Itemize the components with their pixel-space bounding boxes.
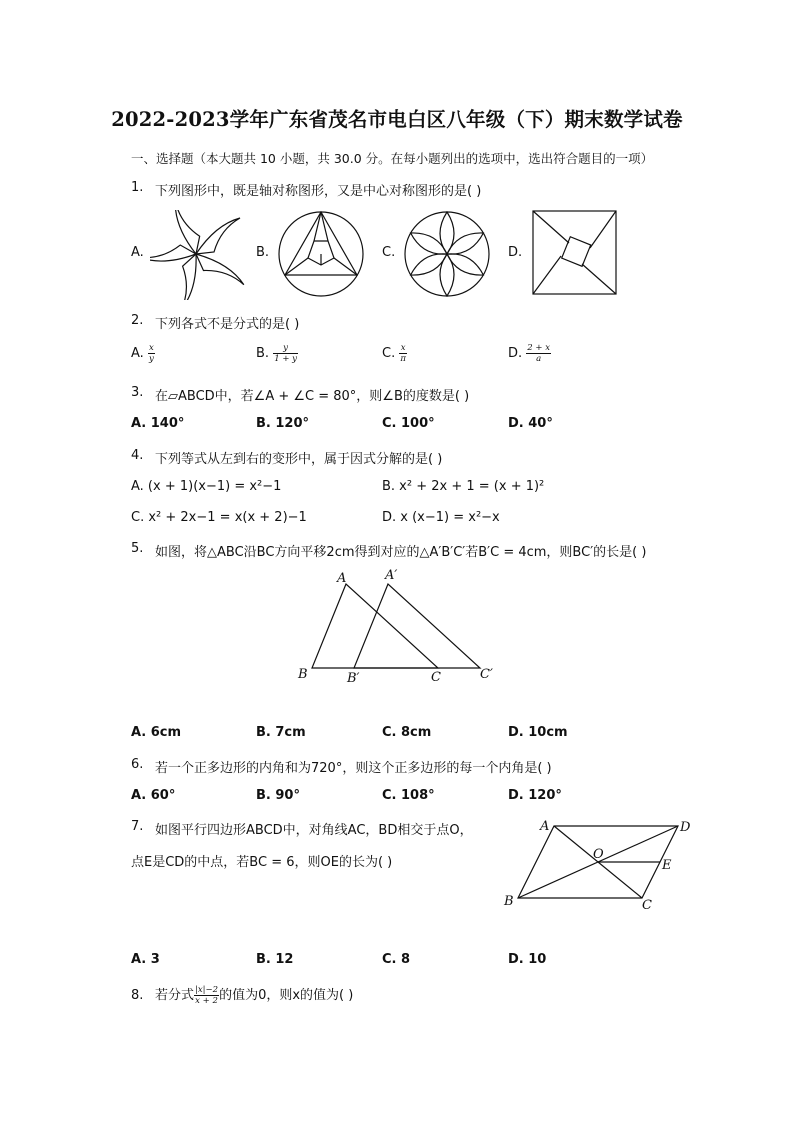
- q2-option-b: B. $\frac{y}{1 + y}$: [256, 343, 297, 364]
- label-o: O: [593, 847, 604, 862]
- q7-option-d: D. 10: [508, 952, 547, 967]
- q7-option-c: C. 8: [382, 952, 411, 967]
- q3-option-c: C. 100°: [382, 416, 435, 431]
- label-d: D: [680, 820, 691, 835]
- q1-option-d-label: D.: [508, 245, 523, 260]
- q4-option-d: D. x (x−1) = x²−x: [382, 510, 500, 525]
- label-a: A: [337, 571, 347, 586]
- q3-option-d: D. 40°: [508, 416, 553, 431]
- q7-text-line2: 点E是CD的中点，若BC = 6，则OE的长为( ): [131, 855, 393, 870]
- label-e: E: [662, 858, 672, 873]
- translation-triangle-figure: [290, 562, 510, 692]
- q3-option-a: A. 140°: [131, 416, 185, 431]
- pinwheel-figure: [150, 210, 246, 300]
- q3-option-b: B. 120°: [256, 416, 310, 431]
- fraction: $\frac{2 + x}{a}$: [527, 343, 551, 364]
- q5-option-b: B. 7cm: [256, 725, 306, 740]
- fraction: $\frac{x}{\pi}$: [400, 343, 406, 364]
- q7-number: 7.: [131, 819, 144, 834]
- outer-square: [533, 211, 616, 294]
- label-b-prime: B′: [347, 671, 360, 686]
- q1-option-c-label: C.: [382, 245, 396, 260]
- q2-option-c: C. $\frac{x}{\pi}$: [382, 343, 406, 364]
- q1-option-b-label: B.: [256, 245, 270, 260]
- q3-text: 在▱ABCD中，若∠A + ∠C = 80°，则∠B的度数是( ): [155, 389, 470, 404]
- q5-option-c: C. 8cm: [382, 725, 432, 740]
- triangle-a2b2c2: [354, 584, 480, 668]
- q1-number: 1.: [131, 180, 144, 195]
- q4-option-a: A. (x + 1)(x−1) = x²−1: [131, 479, 282, 494]
- q1-option-a-label: A.: [131, 245, 144, 260]
- q6-option-d: D. 120°: [508, 788, 562, 803]
- parallelogram-figure: [500, 812, 700, 912]
- q8-text: 若分式 $\frac{|x|-2}{x + 2}$ 的值为0，则x的值为( ): [155, 985, 354, 1006]
- q5-number: 5.: [131, 541, 144, 556]
- q6-number: 6.: [131, 757, 144, 772]
- page-title: 2022-2023学年广东省茂名市电白区八年级（下）期末数学试卷: [111, 108, 683, 131]
- q6-text: 若一个正多边形的内角和为720°，则这个正多边形的每一个内角是( ): [155, 761, 552, 776]
- label-c: C: [642, 898, 652, 912]
- label-b: B: [298, 667, 308, 682]
- pinwheel-blade: [196, 218, 240, 254]
- q7-option-a: A. 3: [131, 952, 160, 967]
- label-c-prime: C′: [480, 667, 493, 682]
- pinwheel-blade: [162, 210, 210, 254]
- q2-text: 下列各式不是分式的是( ): [155, 317, 300, 332]
- q5-text: 如图，将△ABC沿BC方向平移2cm得到对应的△A′B′C′若B′C = 4cm，则BC′的长是( ): [155, 545, 647, 560]
- q5-option-a: A. 6cm: [131, 725, 182, 740]
- circle-triangle-figure: [276, 209, 366, 299]
- q4-option-b: B. x² + 2x + 1 = (x + 1)²: [382, 479, 545, 494]
- q1-text: 下列图形中，既是轴对称图形，又是中心对称图形的是( ): [155, 184, 482, 199]
- fraction: $\frac{|x|-2}{x + 2}$: [195, 985, 219, 1006]
- q6-option-b: B. 90°: [256, 788, 300, 803]
- q2-option-d: D. $\frac{2 + x}{a}$: [508, 343, 551, 364]
- flower-circle-figure: [402, 209, 492, 299]
- label-b: B: [504, 894, 514, 909]
- q4-option-c: C. x² + 2x−1 = x(x + 2)−1: [131, 510, 307, 525]
- q8-number: 8.: [131, 988, 144, 1003]
- q2-number: 2.: [131, 313, 144, 328]
- label-a-prime: A′: [385, 568, 398, 583]
- pinwheel-blade: [150, 228, 196, 283]
- section-heading: 一、选择题（本大题共 10 小题，共 30.0 分。在每小题列出的选项中，选出符合题目的一项）: [131, 151, 654, 166]
- q6-option-c: C. 108°: [382, 788, 435, 803]
- q5-option-d: D. 10cm: [508, 725, 568, 740]
- label-c: C: [431, 670, 441, 685]
- square-figure: [532, 210, 618, 296]
- inner-square: [562, 237, 591, 267]
- label-a: A: [540, 819, 550, 834]
- q2-option-a: A. $\frac{x}{y}$: [131, 343, 154, 364]
- q6-option-a: A. 60°: [131, 788, 176, 803]
- fraction: $\frac{x}{y}$: [148, 343, 154, 364]
- q7-option-b: B. 12: [256, 952, 294, 967]
- fraction: $\frac{y}{1 + y}$: [274, 343, 297, 364]
- q4-number: 4.: [131, 448, 144, 463]
- q3-number: 3.: [131, 385, 144, 400]
- q7-text-line1: 如图平行四边形ABCD中，对角线AC，BD相交于点O，: [155, 823, 473, 838]
- pinwheel-blade: [196, 243, 244, 296]
- triangle-abc: [312, 584, 438, 668]
- q4-text: 下列等式从左到右的变形中，属于因式分解的是( ): [155, 452, 443, 467]
